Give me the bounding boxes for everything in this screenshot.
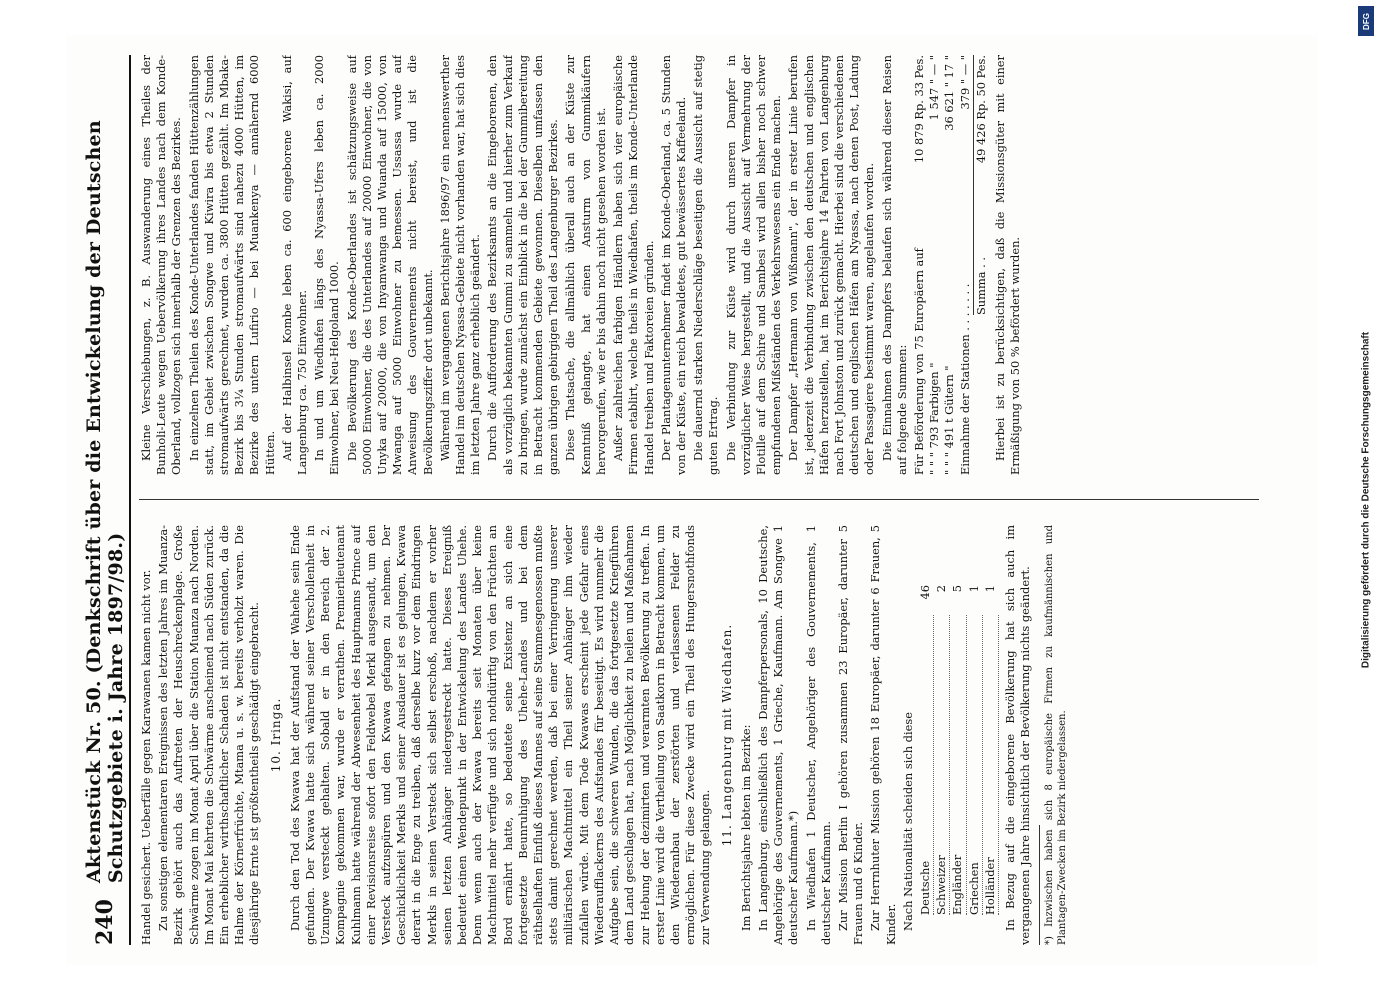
right-column: [139, 55, 1279, 475]
table-row: [927, 55, 942, 475]
paragraph: Außer zahlreichen farbigen Händlern haben sich vier europäische Firmen etablirt, welche theils in Wiedhafen, theils im Konde-Unterlande Handel treiben und Faktoreien gründen.: [610, 55, 655, 475]
paragraph: Die Verbindung zur Küste wird durch unseren Dampfer in vorzüglicher Weise hergestellt, und die Aussicht auf Vermehrung der Flotille auf dem Schire und Sambesi wird allen bisher noch schwer empfundenen Mißständen des Verkehrswesens ein Ende machen.: [723, 55, 783, 475]
paragraph: Zu sonstigen elementaren Ereignissen des letzten Jahres im Muanza-Bezirk gehört auch das Auftreten der Heuschreckenplage. Große Schwärme zogen im Monat April über die Station Muanza nach Norden. Im Monat Mai kehrten die Schwärme anscheinend nach Süden zurück. Ein erheblicher wirthschaftlicher Schaden ist nicht entstanden, da die Halme der Körnerfrüchte, Mtama u. s. w. bereits verholzt waren. Die diesjährige Ernte ist größtentheils geschädigt eingebracht.: [155, 525, 261, 945]
paragraph: Im Berichtsjahre lebten im Bezirke:: [738, 724, 753, 931]
paragraph: Die Bevölkerung des Konde-Oberlandes ist schätzungsweise auf 50000 Einwohner, die des Unterlandes auf 20000 Einwohner, die von Unyka auf 20000, die von Inyamwanga und Wuanda auf 15000, von Mwanga auf 5000 Einwohner zu bemessen. Ussassa wurde auf Anweisung des Gouvernements nicht bereist, und ist die Bevölkerungsziffer dort unbekannt.: [344, 55, 435, 475]
income-label: " " " 793 Farbigen ": [926, 362, 941, 475]
dfg-logo-text: DFG: [1361, 12, 1371, 30]
paragraph: Der Dampfer „Hermann von Wißmann", der in erster Linie berufen ist, jederzeit die Verbindung zwischen den deutschen und englischen Häfen herzustellen, hat im Berichtsjahre 14 Fahrten von Langenburg nach Fort Johnston und zurück gemacht. Hierbei sind die verschiedenen deutschen und englischen Häfen am Nyassa, nach denen Post, Ladung oder Passagiere bestimmt waren, angelaufen worden.: [785, 55, 876, 475]
header-rule: [129, 55, 131, 945]
paragraph: Die dauernd starken Niederschläge beseitigen die Aussicht auf stetig guten Ertrag.: [690, 55, 720, 475]
digitization-note: [1356, 20, 1376, 980]
nationality-count: 46: [917, 585, 932, 600]
income-label: Einnahme der Stationen . . . . . . .: [957, 283, 972, 475]
income-table: [911, 55, 988, 475]
income-value: 36 621 " 17 ": [941, 55, 956, 131]
income-total-row: [972, 55, 988, 315]
list-item: [917, 585, 933, 915]
nationality-count: 1: [982, 585, 997, 593]
paragraph: Diese Thatsache, die allmählich überall auch an der Küste zur Kenntniß gelangte, hat einen Ansturm von Gummikäufern hervorgerufen, wie er bis dahin noch nicht gesehen worden ist.: [562, 55, 608, 475]
table-row: [957, 55, 972, 475]
paragraph: Zur Herrnhuter Mission gehören 18 Europäer, darunter 6 Frauen, 5 Kinder.: [867, 525, 898, 945]
list-item: [934, 585, 950, 915]
paragraph: In Langenburg, einschließlich des Dampferpersonals, 10 Deutsche, Angehörige des Gouvernements, 1 Grieche, Kaufmann. Am Songwe 1 deutscher Kaufmann.*): [755, 525, 800, 945]
page-number: 240: [91, 899, 118, 945]
list-item: [950, 585, 966, 915]
nationality-count: 5: [949, 585, 964, 593]
paragraph: Durch den Tod des Kwawa hat der Aufstand der Wahehe sein Ende gefunden. Der Kwawa hatte sich während seiner Verschollenheit in Uzungwe versteckt gehalten. Sobald er in den Bereich der 2. Kompagnie gekommen war, wurde er verrathen. Premierlieutenant Kuhlmann hatte während der Abwesenheit des Hauptmanns Prince auf einer Revisionsreise sofort den Feldwebel Merkl ausgesandt, um den Versteck aufzuspüren und den Kwawa gefangen zu nehmen. Der Geschicklichkeit Merkls und seiner Ausdauer ist es gelungen, Kwawa derart in die Enge zu treiben, daß derselbe kurz vor dem Eindringen Merkls in seinen Versteck sich selbst erschoß, nachdem er vorher seinen letzten Anhänger niedergestreckt hatte. Dieses Ereigniß bedeutet einen Wendepunkt in der Entwickelung des Landes Uhehe. Denn wenn auch der Kwawa bereits seit Monaten über keine Machtmittel mehr verfügte und sich nothdürftig von den Früchten an Bord ernährt hatte, so bedeutete seine Existenz an sich eine fortgesetzte Beunruhigung des Uhehe-Landes und bei dem räthselhaften Einfluß dieses Mannes auf seine Stammesgenossen mußte stets damit gerechnet werden, daß bei einer Verringerung unserer militärischen Machtmittel ein Theil seiner Anhänger ihm wieder zufallen würde. Mit dem Tode Kwawas erscheint jede Gefahr eines Wiederaufflackerns des Aufstandes für beseitigt. Es wird nunmehr die Aufgabe sein, die schweren Wunden, die das fortgesetzte Kriegführen dem Land geschlagen hat, nach Möglichkeit zu heilen und Maßnahmen zur Hebung der dezimirten und verarmten Bevölkerung zu treffen. In erster Linie wird die Vertheilung von Saatkorn in Betracht kommen, um den Wiederanbau der zerstörten und verlassenen Felder zu ermöglichen. Für diese Zwecke wird ein Theil des Hungersnothfonds zur Verwendung gelangen.: [287, 525, 712, 945]
income-label: Für Beförderung von 75 Europäern auf: [911, 248, 926, 475]
section-heading-langenburg: 11. Langenburg mit Wiedhafen.: [719, 623, 734, 847]
document-page: [67, 35, 1317, 965]
income-total-label: Summa . .: [973, 256, 988, 315]
paragraph: Auf der Halbinsel Kombe leben ca. 600 eingeborene Wakisi, auf Langenburg ca. 750 Einwohner.: [279, 55, 309, 475]
paragraph: In und um Wiedhafen längs des Nyassa-Ufers leben ca. 2000 Einwohner, bei Neu-Helgoland 1000.: [311, 55, 341, 475]
section-heading-iringa: 10. Iringa.: [268, 697, 283, 773]
income-value: 379 " — ": [957, 55, 972, 110]
table-row: [942, 55, 957, 475]
nationality-count: 2: [933, 585, 948, 593]
paragraph: Handel gesichert. Ueberfälle gegen Karawanen kamen nicht vor.: [138, 569, 153, 945]
footnote: *) Inzwischen haben sich 8 europäische Firmen zu kaufmännischen und Plantagen-Zwecken im Bezirk niedergelassen.: [1043, 525, 1068, 945]
income-total-value: 49 426 Rp. 50 Pes.: [973, 55, 988, 164]
paragraph: Zur Mission Berlin I gehören zusammen 23 Europäer, darunter 5 Frauen und 6 Kinder.: [835, 525, 865, 945]
nationality-name: Holländer: [982, 615, 998, 915]
income-label: " " " 491 t Gütern ": [941, 365, 956, 475]
left-column: [139, 525, 1279, 945]
column-divider: [139, 499, 1259, 500]
digitization-note-text: Digitalisierung gefördert durch die Deutsche Forschungsgemeinschaft: [1360, 331, 1372, 669]
paragraph: Der Plantagenunternehmer findet im Konde-Oberland, ca. 5 Stunden von der Küste, ein reich bewaldetes, gut bewässertes Kaffeeland.: [658, 55, 688, 475]
nationality-name: Griechen: [966, 615, 982, 915]
page-title: Aktenstück Nr. 50. (Denkschrift über die Entwickelung der Deutschen Schutzgebiete i. Jahre 1897/98.): [82, 120, 127, 884]
paragraph: In Wiedhafen 1 Deutscher, Angehöriger des Gouvernements, 1 deutscher Kaufmann.: [803, 525, 833, 945]
nationality-name: Deutsche: [917, 615, 933, 915]
nationality-name: Engländer: [950, 615, 966, 915]
paragraph: In Bezug auf die eingeborene Bevölkerung hat sich auch im vergangenen Jahre hinsichtlich der Bevölkerung nichts geändert.: [1002, 525, 1032, 945]
income-value: 10 879 Rp. 33 Pes.: [911, 55, 926, 164]
paragraph: Nach Nationalität scheiden sich diese: [900, 712, 915, 931]
paragraph: Die Einnahmen des Dampfers belaufen sich während dieser Reisen auf folgende Summen:: [879, 55, 909, 475]
paragraph: Während im vergangenen Berichtsjahre 1896/97 ein nennenswerther Handel im deutschen Nyassa-Gebiete nicht vorhanden war, hat sich dies im letzten Jahre ganz erheblich geändert.: [437, 55, 482, 475]
income-value: 1 547 " — ": [926, 55, 941, 121]
paragraph: In einzelnen Theilen des Konde-Unterlandes fanden Hüttenzählungen statt, im Gebiet zwischen Songwe und Kiwira bis etwa 2 Stunden stromaufwärts gerechnet, wurden ca. 3800 Hütten gezählt. Im Mbaka-Bezirk bis 3¼ Stunden stromaufwärts sind nahezu 4000 Hütten, im Bezirke des untern Lufirio — bei Muankenya — annähernd 6000 Hütten.: [186, 55, 277, 475]
paragraph: Kleine Verschiebungen, z. B. Auswanderung eines Theiles der Bunholi-Leute wegen Uebervölkerung ihres Landes nach dem Konde-Oberland, vollzogen sich innerhalb der Grenzen des Bezirkes.: [138, 55, 183, 475]
page-header: [82, 55, 127, 945]
list-item: [982, 585, 998, 915]
table-row: [911, 55, 926, 475]
paragraph: Hierbei ist zu berücksichtigen, daß die Missionsgüter mit einer Ermäßigung von 50 % befördert wurden.: [992, 55, 1022, 475]
nationality-name: Schweizer: [934, 615, 950, 915]
footnote-rule: [1039, 825, 1040, 945]
nationality-list: [917, 525, 998, 915]
nationality-count: 1: [966, 585, 981, 593]
paragraph: Durch die Aufforderung des Bezirksamts an die Eingeborenen, den als vorzüglich bekannten Gummi zu sammeln und hierher zum Verkauf zu bringen, wurde zunächst ein Einblick in die bei der Gummibereitung in Betracht kommenden Gebiete gewonnen. Dieselben umfassen den ganzen übrigen gebirgigen Theil des Langenburger Bezirkes.: [484, 55, 560, 475]
list-item: [966, 585, 982, 915]
